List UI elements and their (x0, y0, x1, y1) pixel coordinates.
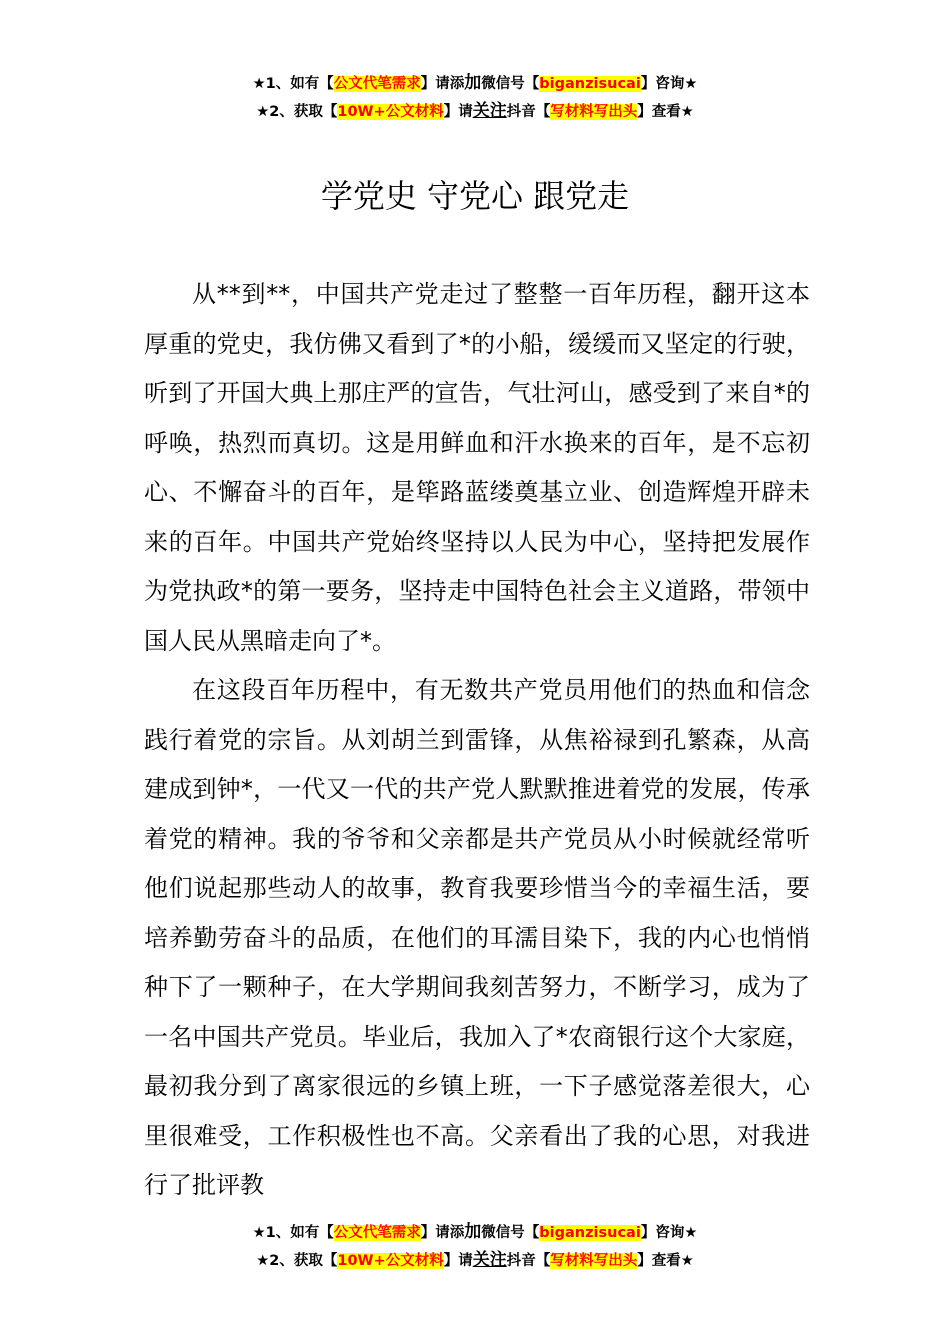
document-title: 学党史 守党心 跟党走 (320, 177, 630, 215)
promo-highlight: 公文代笔需求 (333, 1225, 421, 1241)
promo-text: 】查看★ (637, 104, 694, 120)
promo-wechat-id: biganzisucai (539, 76, 641, 92)
promo-line-2 (0, 98, 950, 126)
promo-text: 关注 (472, 1250, 507, 1270)
promo-highlight: 10W+公文材料 (337, 104, 444, 120)
promo-highlight: 写材料写出头 (550, 1253, 638, 1269)
promo-wechat-id: biganzisucai (539, 1225, 641, 1241)
promo-text: 】查看★ (637, 1253, 694, 1269)
promo-text: 关注 (472, 101, 507, 121)
promo-text: 】请添 (420, 1225, 465, 1241)
document-body (144, 270, 810, 1211)
promo-text: ★2、获取【 (256, 1253, 338, 1269)
promo-text: 】请添 (420, 76, 465, 92)
promo-line-2 (0, 1247, 950, 1275)
promo-line-1 (0, 70, 950, 98)
promo-text: ★1、如有【 (252, 76, 334, 92)
footer-promo-banner (0, 1219, 950, 1275)
promo-text: 】咨询★ (640, 1225, 698, 1241)
header-promo-banner (0, 70, 950, 126)
promo-highlight: 写材料写出头 (550, 104, 638, 120)
promo-text: 微信号【 (481, 76, 540, 92)
promo-text: ★1、如有【 (252, 1225, 334, 1241)
paragraph-2: 在这段百年历程中，有无数共产党员用他们的热血和信念践行着党的宗旨。从刘胡兰到雷锋，从焦裕禄到孔繁森，从高建成到钟*，一代又一代的共产党人默默推进着党的发展，传承着党的精神。我的爷爷和父亲都是共产党员从小时候就经常听他们说起那些动人的故事，教育我要珍惜当今的幸福生活，要培养勤劳奋斗的品质，在他们的耳濡目染下，我的内心也悄悄种下了一颗种子，在大学期间我刻苦努力，不断学习，成为了一名中国共产党员。毕业后，我加入了*农商银行这个大家庭，最初我分到了离家很远的乡镇上班，一下子感觉落差很大，心里很难受，工作积极性也不高。父亲看出了我的心思，对我进行了批评教 (144, 676, 810, 1199)
promo-text: 抖音【 (506, 1253, 551, 1269)
promo-text: 】咨询★ (640, 76, 698, 92)
promo-highlight: 10W+公文材料 (337, 1253, 444, 1269)
promo-text: ★2、获取【 (256, 104, 338, 120)
promo-text: 】请 (443, 104, 473, 120)
promo-text: 抖音【 (506, 104, 551, 120)
promo-text: 加 (464, 73, 482, 93)
promo-text: 微信号【 (481, 1225, 540, 1241)
promo-text: 】请 (443, 1253, 473, 1269)
promo-highlight: 公文代笔需求 (333, 76, 421, 92)
paragraph-1: 从**到**，中国共产党走过了整整一百年历程，翻开这本厚重的党史，我仿佛又看到了*的小船，缓缓而又坚定的行驶，听到了开国大典上那庄严的宣告，气壮河山，感受到了来自*的呼唤，热烈而真切。这是用鲜血和汗水换来的百年，是不忘初心、不懈奋斗的百年，是筚路蓝缕奠基立业、创造辉煌开辟未来的百年。中国共产党始终坚持以人民为中心，坚持把发展作为党执政*的第一要务，坚持走中国特色社会主义道路，带领中国人民从黑暗走向了*。 (144, 280, 810, 655)
promo-text: 加 (464, 1222, 482, 1242)
promo-line-1 (0, 1219, 950, 1247)
